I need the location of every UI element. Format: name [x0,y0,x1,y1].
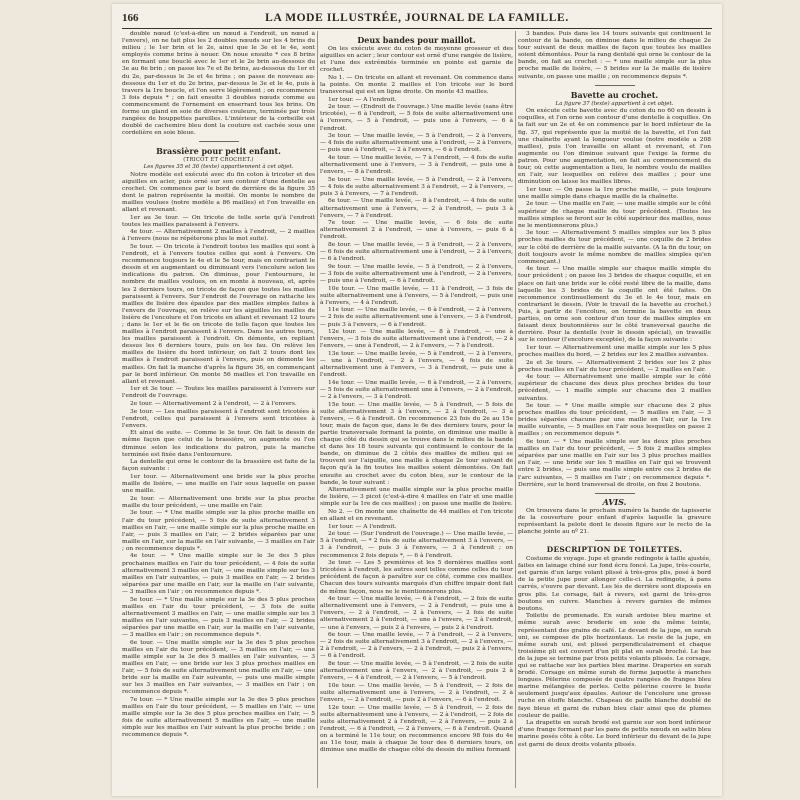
paragraph: 12e tour. — Une maille levée, — 5 à l'endroit, — 2 fois de suite alternativement une à l'envers, — 2 à l'endroit, — 2 fois de suite alternativement 2 à l'endroit, — 2 à l'envers, — puis 2 à l'endroit, — 6 à l'endroit, — 2 à l'envers, — 6 à l'endroit. Quand on a terminé le 11e tour, on recommence encore 98 fois du 4e au 11e tour, mais à chaque 3e tour des 6 derniers tours, on diminue une maille de chaque côté du dessin du milieu formant [320,704,513,754]
paragraph: 10e tour. — Une maille levée, — 11 à l'endroit, — 3 fois de suite alternativement une à l'envers, — 5 à l'endroit, — puis une à l'envers, — 4 à l'endroit. [320,285,513,306]
header-rule [122,28,712,29]
paragraph: 2e tour. — Une maille en l'air, — une maille simple sur le côté supérieur de chaque maille du tour précédent. (Toutes les mailles simples se feront sur le côté supérieur des mailles, nous ne le mentionnerons plus.) [518,201,711,229]
article-title-bandes: Deux bandes pour maillot. [357,35,476,45]
paragraph: On exécute cette bavette avec du coton du no 60 en dessin à coquilles, et l'on orne son contour d'une dentelle à coquilles. On la fait sur un 2e et 4e on commence par le bord inférieur de la fig. 37, qui représente que la moitié de la bavette, et l'on fait une chaînette ayant la longueur voulue (notre modèle a 208 mailles), puis l'on travaille en allant et revenant, et l'on augmente ou l'on diminue suivant que l'exige la forme du patron. Pour une augmentation, on fait au commencement du tour, où cette augmentation a lieu, le nombre voulu de mailles en l'air, sur lesquelles on relève des mailles ; pour une diminution on laisse les mailles libres. [518,108,711,186]
article-divider [595,493,635,494]
paragraph: 4e tour. — Alternativement une maille simple sur le côté supérieur de chacune des deux plus proches brides du tour précédent, — 1 maille simple sur chacune des 2 mailles suivantes. [518,374,711,402]
paragraph: 7e tour. — Une maille levée, — 6 fois de suite alternativement 2 à l'endroit, — une à l'envers, — puis 6 à l'endroit. [320,220,513,241]
right-column [518,31,711,788]
paragraph: 5e tour. — * Une maille simple sur chacune des 2 plus proches mailles du tour précédent, — 5 mailles en l'air, — 3 brides séparées chacune par une maille en l'air, sur la 1re maille suivante, — 5 mailles en l'air sous lesquelles on passe 2 mailles ; on recommence depuis *. [518,403,711,438]
paragraph: Et ainsi de suite. — Comme le 3e tour. On fait le dessin de même façon que celui de la brassière, on augmente ou l'on diminue selon les indications du patron, puis la manche terminée est fixée dans l'entournure. [122,430,315,458]
column-separator [515,31,516,788]
paragraph: 9e tour. — Une maille levée, — 5 à l'endroit, — 2 à l'envers, — 3 fois de suite alternativement une à l'endroit, — 2 à l'envers, — puis une à l'endroit, — 6 à l'endroit. [320,263,513,284]
paragraph: 2e et 3e tours. — Alternativement 2 brides sur les 2 plus proches mailles en l'air du tour précédent, — 2 mailles en l'air. [518,359,711,373]
paragraph: 4e tour. — Alternativement 2 mailles à l'endroit, — 2 mailles à l'envers (nous ne répéterons plus le mot suite). [122,229,315,243]
paragraph: 2e tour. — Alternativement 2 à l'endroit, — 2 à l'envers. [130,401,297,407]
article-divider [595,540,635,541]
article-figure-note: Les figures 35 et 36 (texte) appartiennent à cet objet. [143,163,294,170]
paragraph: 14e tour. — Une maille levée, — 6 à l'endroit, — 2 à l'envers, — 5 fois de suite alternativement une à l'envers, — 2 à l'endroit, — 2 à l'envers, — 3 à l'endroit. [320,379,513,400]
article-figure-note: La figure 37 (texte) appartient à cet objet. [555,100,674,107]
paragraph: 6e tour. — Une maille simple sur la 3e des 5 plus proches mailles en l'air du tour précédent, — 3 mailles en l'air, — une maille simple sur la 3e des 5 mailles en l'air suivantes, — 3 mailles en l'air, — une bride sur les 3 plus proches mailles en l'air, — 5 fois de suite alternativement une maille en l'air, — une bride sur la maille en l'air suivante, — puis une maille simple sur les 3 mailles en l'air suivantes, — 3 mailles en l'air ; on recommence depuis *. [122,639,315,696]
paragraph: 1er tour. — Alternativement une bride sur la plus proche maille de lisière, — une maille en l'air sous laquelle on passe une maille. [122,473,315,495]
middle-column [320,31,513,788]
paragraph: 1er tour. — Alternativement une maille simple sur les 5 plus proches mailles du bord, — 2 brides sur les 2 mailles suivantes. [518,344,711,358]
paragraph: La drapette en surah brodé est garnie sur son bord inférieur d'une frange formant par les pans de petits nœuds en satin bleu marine posés côte à côte. Le bord inférieur du devant de la jupe est garni de deux droits volants plissés. [518,720,711,748]
paragraph: double nœud (c'est-à-dire un nœud à l'endroit, un nœud à l'envers), on ne fait plus les 2 doubles nœuds sur les 4 brins du milieu ; le 1er brin et le 2e, ainsi que le 3e et le 4e, sont employés comme brins à nouer. On noue ensuite * ces 8 brins en formant une bouclé avec le 1er et le 2e brin au-dessous du 3e au 6e brin ; on passe les 7e et 8e brins, au-dessous du 1er et du 2e, par-dessus le 3e et 4e brins ; on passe de nouveau au-dessous du 1er et du 2e brins, par-dessus le 3e et le 4e, puis à travers la 1re boucle, et l'on serre légèrement ; on recommence 3 fois depuis * ; on fait ensuite 3 doubles nœuds comme au commencement de l'ornement en enserrant tous les brins. On forme un gland en soie de diverses couleurs, terminée par trois rangées de houppettes pareilles. L'intérieur de la corbeille est doublé de cachemire bleu dont la couture est cachée sous une cordelière en soie bleue. [122,31,315,137]
avis-text: On trouvera dans le prochain numéro la bande de tapisserie de la couverture pour enfant d'après laquelle la gravure représentant la pelote dont le dessin figure sur le recto de la planche jointe au nº 21. [518,507,711,535]
paragraph: 3e tour. — * Une maille simple sur la plus proche maille en l'air du tour précédent, — 5 fois de suite alternativement 3 mailles en l'air, — une maille simple sur la plus proche maille en l'air, — puis 3 mailles en l'air, — 2 brides séparées par une maille en l'air, sur la maille en l'air suivante, — 3 mailles en l'air ; on recommence depuis *. [122,510,315,552]
paragraph: Alternativement une maille simple sur la plus proche maille de lisière, — 3 picot (c'est-à-dire 4 mailles en l'air et une maille simple sur la 1re de ces mailles) ; on passe une maille de lisière. [320,487,513,508]
paragraph: On les exécute avec du coton de moyenne grosseur et des aiguilles en acier ; leur contour est orné d'une rangée de lisière, et l'une des extrémités terminée en pointe est garnie de crochet. [320,46,513,74]
paragraph: 7e tour. — * Une maille simple sur la 3e des 5 plus proches mailles en l'air du tour précédent, — 5 mailles en l'air, — une maille simple sur la 3e des 5 plus proches mailles en l'air, — 5 fois de suite alternativement 5 mailles en l'air, — une maille simple sur les mailles en l'air suivant la plus proche bride ; on recommence depuis *. [122,696,315,739]
paragraph: 8e tour. — Une maille levée, — 5 à l'endroit, — 2 à l'envers, — 6 fois de suite alternativement une à l'endroit, — 2 à l'envers, — 6 à l'endroit. [320,242,513,263]
left-column [122,31,315,788]
article-title-bavette: Bavette au crochet. [570,89,659,100]
paragraph: 3e tour. — Les mailles paraissent à l'endroit sont tricotées à l'endroit, celles qui paraissent à l'envers sont tricotées à l'envers. [122,408,315,429]
paragraph: No 2. — On monte une chaînette de 44 mailles et l'on tricote en allant et en revenant. [320,509,513,523]
paragraph: 10e tour. — Une maille levée, — 5 à l'endroit, — 2 fois de suite alternativement une à l'envers, — 2 à l'endroit, — 2 à l'envers, — 2 à l'endroit, — puis 2 à l'envers, — 6 à l'endroit. [320,682,513,703]
paragraph: 4e tour. — * Une maille simple sur le 3e des 5 plus prochaines mailles en l'air du tour précédent, — 4 fois de suite alternativement 3 mailles en l'air, — une maille simple sur les 3 mailles en l'air suivantes, — puis 3 mailles en l'air, — 2 brides séparées par une maille en l'air, sur la maille en l'air suivante, — 3 mailles en l'air ; on recommence depuis *. [122,553,315,595]
toilettes-title: DESCRIPTION DE TOILETTES. [546,545,683,555]
paragraph: 2e tour. — Alternativement une bride sur la plus proche maille du tour précédent, — une maille en l'air. [122,495,315,509]
paragraph: 1er tour. — A l'endroit. [328,523,397,530]
column-separator [317,31,318,788]
paragraph: 5e tour. — Une maille levée, — 5 à l'endroit, — 2 à l'envers, — 4 fois de suite alternativement 3 à l'endroit, — 2 à l'envers, — puis 3 à l'envers, — 7 à l'endroit. [320,176,513,197]
article-divider [199,141,239,142]
paragraph: 6e tour. — * Une maille simple sur les deux plus proches mailles en l'air du tour précédent, — 5 fois 2 mailles simples séparées par une maille en l'air sur les 3 plus proches mailles en l'air, — une bride sur les 5 mailles en l'air qui se trouvent entre 2 brides, — puis une maille simple entre ces 2 brides de l'arc suivantes, — 5 mailles en l'air ; on recommence depuis *. Derrière, sur le bord transversal de droite, on fixe 2 boutons. [518,439,711,488]
paragraph: 11e tour. — Une maille levée, — 6 à l'endroit, — 2 à l'envers, — 2 fois de suite alternativement une à l'envers, — 3 à l'endroit, — puis 3 à l'envers, — 6 à l'endroit. [320,307,513,328]
paragraph: 5e tour. — * Une maille simple sur la 3e des 5 plus proches mailles en l'air du tour précédent, — 3 fois de suite alternativement 3 mailles en l'air, — une maille simple sur les 3 mailles en l'air suivantes, — puis 3 mailles en l'air, — 2 brides séparées par une maille en l'air, sur la maille en l'air suivante, — 3 mailles en l'air ; on recommence depuis *. [122,596,315,638]
paragraph: 12e tour. — Une maille levée, — 8 à l'endroit, — une à l'envers, — 3 fois de suite alternativement une à l'endroit, — 2 à l'envers, — une à l'endroit, — 2 à l'envers, — 7 à l'endroit. [320,329,513,350]
paragraph: 1er tour. — A l'endroit. [328,96,397,103]
article-title-brassiere: Brassière pour petit enfant. [156,146,281,157]
paragraph: Costume de voyage. Jupe et grande redingote à taille ajustée, faites en lainage chiné sur fond écru foncé. La jupe, très-courte, est garnie d'un large volant plissé à très-gros plis, posé à bord de la petite jupe pour allonger celle-ci. La redingote, à pans carrés, s'ouvre par devant. Les lés de derrière sont disposés en gros plis. Le corsage, fait à revers, est garni de très-gros boutons en cuivre. Manches à revers garnies de mêmes boutons. [518,556,711,612]
paragraph: La dentelle qui orne le contour de la brassière est faite de la façon suivante : [122,459,315,473]
newspaper-page [112,4,722,796]
paragraph: 6e tour. — Une maille levée, — 7 à l'endroit, — 2 à l'envers, — 2 fois de suite alternativement 3 à l'endroit, — 2 à l'envers, — 2 à l'endroit, — 2 à l'envers, — 2 à l'endroit, — puis 2 à l'envers, — 6 à l'endroit. [320,632,513,660]
paragraph: 2e tour. — (Sur l'endroit de l'ouvrage.) — Une maille levée, — 5 à l'endroit, — * 2 fois de suite alternativement 3 à l'envers, — 3 à l'endroit, — puis 3 à l'envers, — 3 à l'endroit ; on recommence 2 fois depuis *, — 6 à l'endroit. [320,531,513,559]
paragraph: 1er tour. — On passe la 1re proche maille, — puis toujours une maille simple dans chaque maille de la chaînette. [518,186,711,200]
journal-title: LA MODE ILLUSTRÉE, JOURNAL DE LA FAMILLE. [265,12,569,24]
paragraph: 3e tour. — Une maille levée, — 5 à l'endroit, — 2 à l'envers, — 4 fois de suite alternativement une à l'endroit, — 2 à l'envers, — puis une à l'endroit, — 2 à l'envers, — 6 à l'endroit. [320,133,513,154]
paragraph: 8e tour. — Une maille levée, — 5 à l'endroit, — 2 fois de suite alternativement une à l'envers, — 2 à l'endroit, — puis 2 à l'envers, — 4 à l'endroit, — 2 à l'envers, — 5 à l'endroit. [320,660,513,682]
paragraph: 5e tour. — On tricote à l'endroit toutes les mailles qui sont à l'endroit, et à l'envers toutes celles qui sont à l'envers. On recommence toujours le 4e et le 5e tour, mais en contrariant le dessin et en augmentant ou diminuant vers l'encolure selon les indications du patron. On diminue, pour l'entournure, le nombre de mailles voulues, on en monte à nouveau, et, après les 2 derniers tours, on tricote de façon que toutes les mailles paraissent à l'envers. Sur l'endroit de l'ouvrage on rattache les mailles de lisière des épaules par des mailles simples faites à l'envers de l'ouvrage, on relève sur les aiguilles les mailles de lisière de l'encolure et l'on tricote en allant et revenant 12 tours ; dans le 1er et le 6e on tricote de telle façon que toutes les mailles à l'endroit paraissent à l'envers. Dans les autres tours, les mailles paraissent à l'endroit. On démonte, en repliant dessus les 6 derniers tours, puis on les fau. On relève les mailles de lisière du bord inférieur, on fait 2 tours dont les mailles à l'endroit paraissent à l'envers, puis on démonte les mailles. On fait la manche d'après la figure 36, en commençant par le bord inférieur. On monte 56 mailles et l'on travaille en allant et revenant. [122,243,315,385]
paragraph: 4e tour. — Une maille levée, — 7 à l'endroit, — 4 fois de suite alternativement une à l'envers, — 3 à l'endroit, — puis une à l'envers, — 8 à l'endroit. [320,154,513,176]
avis-title: AVIS. [602,496,627,507]
paragraph: Notre modèle est exécuté avec du fin coton à tricoter et des aiguilles en acier, puis orné sur son contour d'une dentelle au crochet. On commence par le bord de derrière de la figure 35 dont le patron représente la moitié. On monte le nombre de mailles voulues (notre modèle a 86 mailles) et l'on travaille en allant et revenant. [122,171,315,213]
paragraph: 3 bandes. Puis dans les 14 tours suivants qui continuent le contour de la bande, on diminue dans le milieu de chaque 2e tour suivant de deux mailles de façon que toutes les mailles soient démontées. Pour la rang dentelé qui orne le contour de la bande, on fait au crochet : — * une maille simple sur la plus proche maille de lisière, — 5 brides sur la 3e maille de lisière suivante, on passe une maille ; on recommence depuis *. [518,31,711,80]
page-number: 166 [122,12,139,24]
paragraph: No 1. — On tricote en allant et revenant. On commence dans la pointe. On monte 2 mailles et l'on tricote sur le bord transversal qui est en ligne droite. On monte 43 mailles. [320,74,513,96]
paragraph: 6e tour. — Une maille levée, — 8 à l'endroit, — 4 fois de suite alternativement une à l'envers, — 2 à l'endroit, — puis 3 à l'envers, — 7 à l'endroit. [320,198,513,219]
article-divider [595,85,635,86]
paragraph: 4e tour. — Une maille levée, — 6 à l'endroit, — 2 fois de suite alternativement une à l'envers, — 2 à l'endroit, — puis une à l'envers, — 2 à l'endroit, — 2 à l'envers, — 2 fois de suite alternativement 2 à l'endroit, — une à l'envers, — 2 à l'endroit, — une à l'envers, — puis 2 à l'envers, — puis 2 à l'endroit. [320,596,513,631]
paragraph: 3e tour. — Alternativement 5 mailles simples sur les 5 plus proches mailles du tour précédent, — une coquille de 2 brides sur le côté de derrière de la maille suivante. (A la fin du tour, on doit toujours avoir le même nombre de mailles simples qu'en commençant.) [518,230,711,265]
paragraph: 2e tour. — (Endroit de l'ouvrage.) Une maille levée (sans être tricotée), — 6 à l'endroit, — 5 fois de suite alternativement une à l'envers, — 5 à l'endroit, — puis une à l'envers, — 6 à l'endroit. [320,104,513,132]
paragraph: 1er et 3e tour. — Toutes les mailles paraissent à l'envers sur l'endroit de l'ouvrage. [122,386,315,400]
paragraph: 4e tour. — Une maille simple sur chaque maille simple du tour précédent ; on passe les 3 brides de chaque coquille, et en place on fait une bride sur le côté resté libre de la maille, dans laquelle les 3 brides de la coquille ont été faites. On recommence continuellement du 3e et le 4e tour, mais en contrariant le dessin. (Voir le travail de la bavette au crochet.) Puis, à partir de l'encolure, on termine la bavette en deux parties, on orne son contour d'un tour de mailles simples en faisant deux boutonnières sur le côté transversal gauche de derrière. Pour la dentelle (voir le dessin spécial), on travaille sur le contour (l'encolure exceptée), de la façon suivante : [518,266,711,344]
paragraph: 13e tour. — Une maille levée, — 5 à l'endroit, — 2 à l'envers, — une à l'endroit, — 2 à l'envers, — 4 fois de suite alternativement une à l'envers, — 3 à l'endroit, — puis une à l'endroit. [320,350,513,379]
paragraph: Toilette de promenade. En surah ardoise bleu marine et même surah avec broderie en soie du même teinte, représentant des grains de café. Le devant de la jupe, en surah uni, se compose de plis horizontaux. Le reste de la jupe, en même surah uni, est plissé perpendiculairement et chaque troisième pli est couvert d'un pli plat en surah broché. Le bas de la jupe se termine par trois petits volants plissés. Le corsage, qui se rattache sur les parties bleu marine. Draperies en surah brodé. Corsage en même surah de forme jaquette à manches longues. Pèlerine composée de quatre rangées de franges bleu marine mélangées de perles. Cette pèlerine couvre le buste seulement jusqu'aux épaules. Autour de l'encolure une grosse ruche en étoffe blanche. Chapeau de paille blanche doublé de faye bleue et garni de ruban bleu clair ainsi que de plumes couleur de paille. [518,613,711,719]
paragraph: 1er au 3e tour. — On tricote de telle sorte qu'à l'endroit toutes les mailles paraissent à l'envers. [122,214,315,228]
article-subtitle: (TRICOT ET CROCHET.) [183,157,254,164]
paragraph: 15e tour. — Une maille levée, — 5 à l'endroit, — 5 fois de suite alternativement 3 à l'envers, — 2 à l'endroit, — 3 à l'envers, — 6 à l'endroit. On recommence 23 fois du 2e au 15e tour, mais de façon que, dans le 6e des derniers tours, pour la partie transversale formant la pointe, on diminue une maille à chaque côté du dessin qui se trouve dans le milieu de la bande et dans les 18 tours suivants qui continuent le contour de la bande, on diminue de 2 côtés des mailles de milieu qui se trouvent sur l'aiguille, une maille à chaque 2e tour suivant de façon qu'à la fin toutes les mailles soient démontées. On fait ensuite au crochet avec du coton bleu, sur le contour de la bande, le tour suivant : [320,401,513,486]
paragraph: 3e tour. — Les 5 premières et les 5 dernières mailles sont tricotées à l'endroit, les autres sont telles comme celles du tour précédent de façon à paraître sur ce côté, comme ces mailles. Chacun des tours suivants marqués d'un chiffre impair dont fait de même façon, nous ne le mentionnerons plus. [320,560,513,595]
